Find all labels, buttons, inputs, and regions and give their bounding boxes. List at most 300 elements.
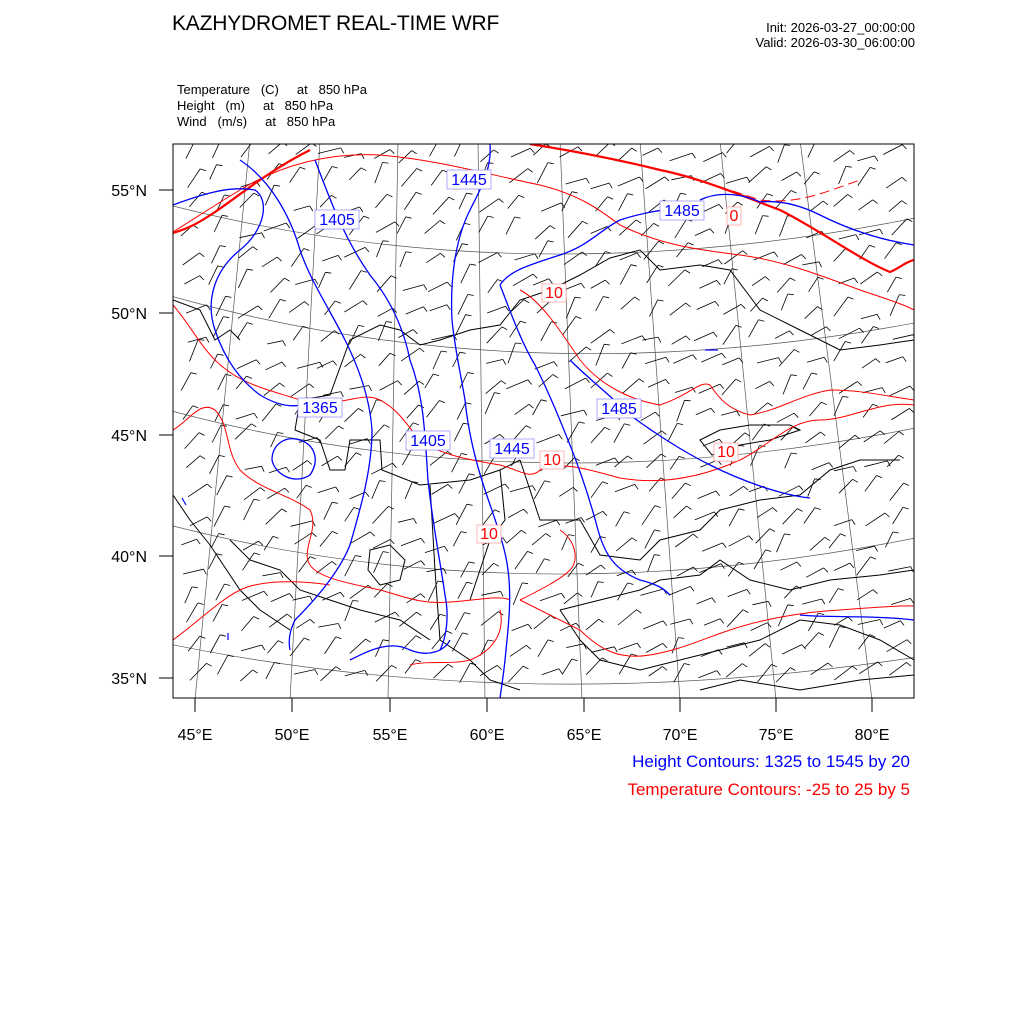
wind-barb-feather — [370, 532, 374, 536]
wind-barb-feather — [495, 510, 501, 512]
wind-barb-feather — [273, 536, 279, 538]
wind-barb-feather — [223, 317, 229, 318]
wind-barb-feather — [494, 563, 499, 566]
wind-barb-feather — [568, 535, 574, 536]
wind-barb-feather — [581, 518, 584, 523]
wind-barb-feather — [369, 386, 372, 391]
wind-barb — [834, 194, 848, 206]
wind-barb-feather — [556, 520, 559, 525]
wind-barb-feather — [907, 640, 911, 644]
wind-barb-feather — [468, 294, 474, 295]
wind-barb-feather — [722, 153, 726, 158]
wind-barb — [487, 306, 505, 313]
wind-barb-feather — [763, 216, 769, 217]
wind-barb-feather — [899, 295, 905, 296]
wind-barb-feather — [604, 344, 610, 345]
wind-barb — [721, 411, 737, 415]
wind-barb-feather — [416, 636, 421, 639]
wind-barb — [401, 538, 421, 546]
valid-time: Valid: 2026-03-30_06:00:00 — [755, 35, 915, 50]
wind-barb — [427, 401, 440, 418]
map-plot-area — [150, 135, 930, 700]
wind-barb — [829, 627, 839, 648]
wind-barb — [834, 249, 846, 262]
wind-barb-feather — [200, 456, 205, 459]
wind-barb-feather — [877, 314, 880, 319]
wind-barb — [725, 251, 743, 264]
wind-barb-feather — [503, 538, 506, 543]
wind-barb-feather — [685, 483, 690, 486]
wind-barb — [212, 246, 220, 264]
wind-barb — [433, 514, 455, 524]
wind-barb-feather — [857, 382, 862, 386]
wind-barb-feather — [544, 559, 550, 561]
wind-barb-feather — [631, 265, 637, 266]
wind-barb-feather — [448, 664, 453, 667]
wind-barb — [350, 386, 369, 390]
wind-barb-feather — [770, 529, 775, 532]
wind-barb — [807, 357, 824, 362]
wind-barb-feather — [300, 167, 306, 169]
wind-barb-feather — [222, 137, 228, 138]
wind-barb — [345, 670, 365, 676]
wind-barb-feather — [469, 562, 475, 563]
wind-barb-feather — [873, 404, 879, 406]
wind-barb — [266, 362, 282, 370]
wind-barb — [216, 584, 225, 600]
wind-barb-feather — [247, 376, 253, 378]
wind-barb — [783, 375, 791, 395]
wind-barb — [535, 226, 550, 240]
wind-barb — [644, 431, 662, 444]
wind-barb — [675, 219, 687, 238]
wind-barb-feather — [773, 508, 778, 512]
wind-barb-feather — [550, 226, 555, 229]
wind-barb-feather — [738, 562, 744, 564]
wind-barb-feather — [899, 432, 904, 436]
wind-barb-feather — [788, 294, 794, 295]
wind-barb-feather — [262, 233, 265, 238]
wind-barb — [811, 327, 826, 336]
wind-barb-feather — [310, 619, 315, 623]
wind-barb — [591, 482, 602, 498]
wind-barb-feather — [710, 229, 714, 234]
wind-barb-feather — [284, 278, 289, 281]
wind-barb — [370, 400, 376, 415]
wind-barb-feather — [663, 643, 667, 647]
wind-barb — [884, 621, 901, 628]
wind-barb — [650, 300, 658, 317]
wind-barb-feather — [791, 453, 797, 454]
wind-barb — [378, 322, 386, 341]
wind-barb — [539, 241, 548, 257]
wind-barb-feather — [739, 139, 745, 142]
wind-barb-feather — [488, 640, 494, 641]
wind-barb — [672, 336, 686, 344]
wind-barb — [183, 569, 204, 574]
wind-barb-feather — [494, 393, 500, 394]
wind-barb — [209, 554, 217, 569]
wind-barb — [212, 425, 221, 443]
wind-barb — [614, 424, 624, 443]
wind-barb-feather — [247, 269, 253, 270]
wind-barb — [320, 531, 332, 546]
wind-barb-feather — [527, 551, 533, 553]
wind-barb-feather — [307, 461, 312, 465]
wind-barb-feather — [413, 423, 419, 425]
wind-barb — [350, 439, 368, 445]
wind-barb-feather — [523, 666, 528, 669]
wind-barb — [291, 521, 313, 526]
wind-barb — [752, 424, 764, 440]
wind-barb — [376, 665, 392, 681]
wind-barb-feather — [635, 297, 640, 300]
wind-barb-feather — [528, 169, 533, 173]
wind-barb-feather — [309, 384, 314, 388]
wind-barb — [455, 315, 465, 336]
wind-barb — [399, 612, 416, 626]
wind-barb — [591, 183, 610, 189]
wind-barb-feather — [902, 145, 906, 149]
wind-barb — [858, 200, 872, 210]
wind-barb — [596, 143, 610, 157]
wind-barb — [834, 396, 843, 416]
wind-barb-feather — [843, 396, 849, 397]
wind-barb-feather — [254, 499, 260, 500]
wind-barb — [812, 463, 830, 470]
wind-barb — [614, 456, 627, 467]
wind-barb-feather — [198, 603, 204, 605]
wind-barb-feather — [500, 434, 505, 438]
wind-barb — [891, 408, 909, 420]
wind-barb — [455, 135, 465, 156]
wind-barb-feather — [561, 593, 564, 598]
wind-barb — [641, 223, 654, 236]
wind-barb — [453, 532, 461, 547]
wind-barb-feather — [578, 563, 584, 565]
wind-barb-feather — [723, 543, 727, 548]
wind-barb — [641, 412, 656, 421]
wind-barb-feather — [679, 456, 685, 458]
wind-barb-feather — [768, 403, 773, 406]
wind-barb — [534, 615, 550, 628]
wind-barb-feather — [662, 431, 667, 435]
wind-barb-feather — [848, 297, 854, 299]
wind-barb — [619, 220, 636, 235]
wind-barb — [730, 486, 744, 496]
wind-barb-feather — [768, 601, 771, 606]
wind-barb-feather — [398, 381, 402, 385]
wind-barb — [775, 331, 789, 339]
wind-barb — [809, 277, 818, 291]
wind-barb — [864, 461, 887, 467]
wind-barb — [670, 456, 679, 469]
wind-barb-feather — [361, 271, 367, 273]
wind-barb — [623, 379, 639, 393]
wind-barb — [461, 264, 470, 283]
wind-barb-feather — [470, 264, 476, 265]
wind-barb-feather — [814, 172, 819, 174]
wind-barb-feather — [797, 172, 801, 176]
wind-barb — [404, 192, 416, 210]
wind-barb-feather — [875, 546, 878, 551]
wind-barb-feather — [462, 244, 468, 245]
wind-barb-feather — [358, 408, 363, 411]
wind-barb-feather — [637, 253, 641, 258]
wind-barb-feather — [338, 456, 342, 460]
wind-barb-feather — [441, 351, 447, 352]
wind-barb-feather — [286, 467, 289, 472]
wind-barb-feather — [791, 191, 796, 194]
wind-barb-feather — [524, 509, 528, 513]
wind-barb-feather — [199, 433, 204, 436]
wind-barb — [673, 355, 693, 364]
wind-barb — [508, 666, 523, 682]
wind-barb-feather — [204, 569, 207, 574]
wind-barb — [858, 167, 870, 185]
wind-barb-feather — [747, 589, 751, 594]
wind-barb-feather — [256, 360, 260, 365]
wind-barb — [566, 644, 584, 648]
wind-barb-feather — [693, 534, 698, 538]
wind-barb-feather — [686, 506, 691, 509]
temperature-label: 10 — [717, 444, 735, 461]
wind-barb-feather — [713, 332, 717, 337]
wind-barb-feather — [341, 148, 344, 153]
wind-barb — [431, 170, 442, 185]
wind-barb-feather — [685, 400, 691, 401]
wind-barb-feather — [462, 633, 468, 634]
wind-barb — [511, 300, 524, 312]
wind-barb-feather — [224, 584, 230, 585]
wind-barb-feather — [784, 534, 790, 535]
wind-barb-feather — [503, 359, 506, 364]
wind-barb-feather — [718, 260, 722, 265]
wind-barb — [316, 561, 332, 573]
wind-barb — [404, 561, 421, 570]
wind-barb — [670, 619, 690, 624]
wind-barb — [235, 424, 251, 440]
wind-barb-feather — [521, 530, 526, 533]
wind-barb-feather — [217, 165, 223, 166]
wind-barb-feather — [218, 266, 224, 267]
wind-barb — [647, 265, 658, 283]
wind-barb-feather — [225, 374, 231, 375]
wind-barb — [751, 623, 768, 631]
wind-barb-feather — [788, 605, 794, 606]
wind-barb-feather — [528, 380, 532, 385]
wind-barb-feather — [637, 643, 640, 648]
wind-barb-feather — [603, 511, 607, 515]
wind-barb-feather — [877, 272, 882, 276]
wind-barb-feather — [440, 221, 445, 224]
wind-barb-feather — [910, 386, 914, 391]
wind-barb — [460, 663, 471, 682]
wind-barb-feather — [253, 670, 258, 673]
wind-barb-feather — [738, 202, 743, 205]
wind-barb-feather — [692, 153, 695, 158]
wind-barb — [648, 379, 666, 387]
wind-barb-feather — [797, 562, 801, 567]
wind-barb-feather — [685, 270, 690, 273]
wind-barb — [729, 536, 749, 547]
wind-barb — [482, 591, 501, 595]
wind-barb — [781, 294, 788, 310]
wind-barb-feather — [193, 406, 199, 408]
wind-barb-feather — [789, 331, 793, 335]
wind-barb — [889, 386, 911, 396]
wind-barb-feather — [289, 594, 293, 599]
wind-barb — [649, 667, 663, 677]
wind-barb — [426, 253, 440, 262]
wind-barb-feather — [488, 216, 494, 217]
wind-barb — [298, 225, 317, 239]
wind-barb — [757, 358, 778, 363]
wind-barb-feather — [278, 433, 284, 434]
wind-barb-feather — [192, 587, 198, 588]
wind-barb — [642, 506, 655, 525]
wind-barb-feather — [254, 617, 260, 620]
wind-barb-feather — [447, 631, 453, 634]
wind-barb-feather — [390, 353, 395, 356]
wind-barb-feather — [663, 667, 668, 671]
wind-barb-feather — [712, 598, 716, 603]
wind-barb — [322, 456, 338, 466]
wind-barb-feather — [258, 306, 262, 310]
wind-barb — [777, 278, 790, 292]
wind-barb — [591, 427, 605, 443]
wind-barb — [776, 191, 792, 209]
wind-barb-feather — [207, 484, 212, 488]
wind-barb — [239, 247, 253, 258]
wind-barb-feather — [838, 589, 844, 591]
wind-barb-feather — [191, 373, 197, 374]
wind-barb — [536, 559, 544, 573]
wind-barb — [218, 374, 226, 390]
wind-barb-feather — [338, 255, 341, 260]
wind-barb-feather — [421, 594, 426, 598]
wind-barb — [729, 509, 739, 526]
wind-barb — [645, 530, 655, 549]
wind-barb — [375, 194, 387, 208]
wind-barb-feather — [455, 514, 459, 519]
wind-barb — [890, 483, 904, 500]
wind-barb-feather — [421, 561, 425, 566]
wind-barb — [486, 381, 501, 394]
wind-barb — [293, 461, 308, 471]
wind-barb — [564, 593, 578, 604]
wind-barb-feather — [684, 664, 690, 665]
wind-barb-feather — [312, 533, 317, 537]
wind-barb-feather — [902, 177, 907, 181]
wind-barb-feather — [770, 381, 774, 385]
wind-barb-feather — [358, 325, 364, 326]
wind-barb — [478, 253, 497, 263]
wind-barb — [270, 278, 284, 292]
wind-barb-feather — [520, 321, 526, 323]
wind-barb — [670, 303, 686, 315]
wind-barb — [566, 297, 575, 318]
wind-barb — [458, 582, 467, 599]
wind-barb-feather — [690, 619, 693, 624]
wind-barb — [290, 167, 300, 182]
wind-barb-feather — [635, 484, 639, 489]
wind-barb — [696, 408, 711, 415]
wind-barb — [538, 640, 548, 657]
wind-barb-feather — [873, 200, 878, 204]
wind-barb — [670, 153, 693, 161]
wind-barb-feather — [502, 327, 507, 330]
wind-barb — [237, 323, 247, 339]
wind-barb — [677, 567, 694, 576]
wind-barb — [185, 587, 192, 603]
wind-barb — [190, 517, 208, 526]
wind-barb — [802, 262, 819, 265]
wind-barb-feather — [715, 301, 719, 306]
wind-barb — [834, 297, 848, 316]
wind-barb-feather — [529, 404, 534, 408]
wind-barb-feather — [690, 586, 694, 591]
wind-barb — [237, 360, 257, 369]
wind-barb-feather — [572, 192, 578, 193]
wind-barb — [643, 621, 663, 629]
wind-barb-feather — [469, 474, 475, 475]
wind-barb — [862, 359, 876, 368]
height-label: 1365 — [302, 400, 338, 417]
wind-barb-feather — [784, 145, 790, 146]
wind-barb-feather — [654, 530, 660, 531]
wind-barb-feather — [260, 488, 265, 492]
wind-barb-feather — [818, 277, 824, 279]
wind-barb-feather — [262, 466, 265, 471]
wind-barb — [183, 253, 200, 265]
wind-barb-feather — [741, 304, 745, 308]
wind-barb — [487, 327, 502, 343]
lat-label-40: 40°N — [111, 549, 147, 566]
wind-barb — [834, 342, 845, 362]
wind-barb-feather — [395, 612, 399, 617]
wind-barb-feather — [911, 567, 914, 572]
wind-barb — [559, 487, 573, 496]
wind-barb — [728, 589, 747, 596]
wind-barb — [538, 520, 556, 527]
wind-barb-feather — [383, 640, 389, 641]
wind-barb — [619, 643, 638, 650]
wind-barb-feather — [658, 300, 664, 301]
wind-barb-feather — [637, 610, 642, 614]
wind-barb-feather — [609, 183, 612, 188]
wind-barb — [890, 295, 899, 316]
wind-barb — [677, 400, 685, 421]
wind-barb — [406, 307, 424, 314]
wind-barb-feather — [336, 637, 342, 639]
wind-barb — [779, 216, 787, 237]
lat-label-35: 35°N — [111, 671, 147, 688]
wind-barb — [694, 332, 713, 341]
wind-barb-feather — [336, 667, 341, 670]
wind-barb — [783, 509, 798, 525]
wind-barb-feather — [304, 249, 310, 251]
wind-barb-feather — [533, 486, 536, 491]
wind-barb — [780, 562, 797, 570]
wind-barb-feather — [448, 484, 452, 488]
wind-barb-feather — [665, 177, 669, 181]
wind-barb — [646, 177, 665, 189]
wind-barb-feather — [742, 664, 747, 668]
wind-barb-feather — [759, 320, 765, 322]
wind-barb-feather — [406, 217, 412, 218]
wind-barb — [510, 645, 526, 656]
